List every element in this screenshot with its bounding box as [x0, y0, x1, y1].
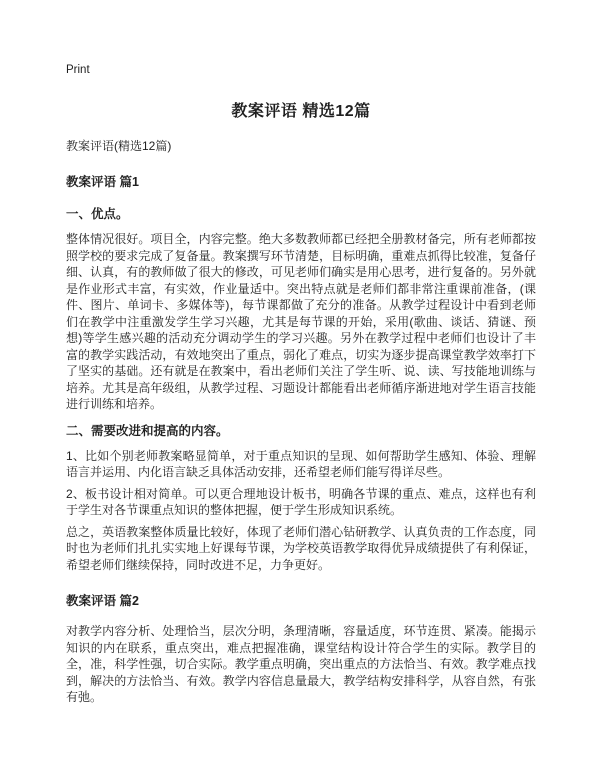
article1-section1-heading: 一、优点。 [66, 207, 129, 221]
article1-section2-heading: 二、需要改进和提高的内容。 [66, 423, 229, 438]
article1-improvement-point-2: 2、板书设计相对简单。可以更合理地设计板书，明确各节课的重点、难点，这样也有利于学生对各节课重点知识的整体把握，便于学生形成知识系统。 [66, 486, 536, 517]
article2-body: 对教学内容分析、处理恰当，层次分明，条理清晰，容量适度，环节连贯、紧凑。能揭示知识的内在联系，重点突出，难点把握准确，课堂结构设计符合学生的实际。教学目的全，准，科学性强，切合实际。教学重点明确，突出重点的方法恰当、有效。教学难点找到，解决的方法恰当、有效。教学内容信息量最大，教学结构安排科学，从容自然，有张有弛。 [66, 624, 536, 704]
print-link[interactable]: Print [66, 64, 90, 76]
page-title: 教案评语 精选12篇 [231, 103, 371, 120]
document-subtitle: 教案评语(精选12篇) [66, 139, 172, 153]
article1-heading: 教案评语 篇1 [66, 175, 139, 189]
article1-summary: 总之，英语教案整体质量比较好，体现了老师们潜心钻研教学、认真负责的工作态度，同时也为老师们扎扎实实地上好课每节课，为学校英语教学取得优异成绩提供了有利保证，希望老师们继续保持，同时改进不足，力争更好。 [66, 524, 536, 572]
article2-heading: 教案评语 篇2 [66, 594, 139, 608]
article1-improvement-point-1: 1、比如个别老师教案略显简单，对于重点知识的呈现、如何帮助学生感知、体验、理解语言并运用、内化语言缺乏具体活动安排，还希望老师们能写得详尽些。 [66, 448, 536, 479]
article1-section1-body: 整体情况很好。项目全，内容完整。绝大多数教师都已经把全册教材备完，所有老师都按照学校的要求完成了复备量。教案撰写环节清楚，目标明确，重难点抓得比较准，复备仔细、认真，有的教师做了很大的修改，可见老师们确实是用心思考，进行复备的。另外就是作业形式丰富，有实效，作业量适中。突出特点就是老师们都非常注重课前准备，(课件、图片、单词卡、多媒体等)，每节课都做了充分的准备。从教学过程设计中看到老师们在教学中注重激发学生学习兴趣，尤其是每节课的开始，采用(歌曲、谈话、猜谜、预想)等学生感兴趣的活动充分调动学生的学习兴趣。另外在教学过程中老师们也设计了丰富的教学实践活动，有效地突出了重点，弱化了难点，切实为逐步提高课堂教学效率打下了坚实的基础。还有就是在教案中，看出老师们关注了学生听、说、读、写技能地训练与培养。尤其是高年级组，从教学过程、习题设计都能看出老师循序渐进地对学生语言技能进行训练和培养。 [66, 232, 536, 411]
